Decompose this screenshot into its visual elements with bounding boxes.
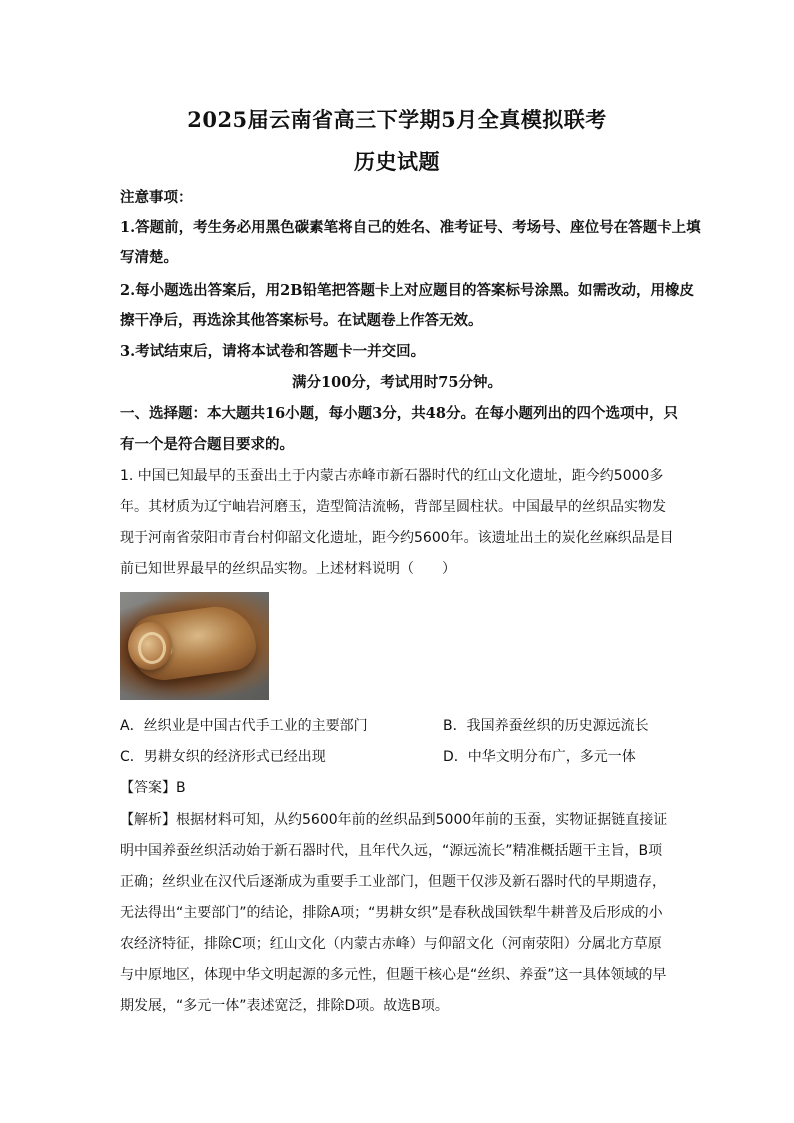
score-time: 满分100分，考试用时75分钟。 [292,374,502,391]
analysis-line-1: 【解析】根据材料可知，从约5600年前的丝织品到5000年前的玉蚕，实物证据链直接证 [120,812,668,828]
option-c[interactable]: C．男耕女织的经济形式已经出现 [120,749,326,765]
notice-item-3: 3.考试结束后，请将本试卷和答题卡一并交回。 [120,343,426,360]
notice-heading: 注意事项： [120,189,193,206]
notice-item-1-line-1: 1.答题前，考生务必用黑色碳素笔将自己的姓名、准考证号、考场号、座位号在答题卡上填 [120,219,701,236]
analysis-line-7: 期发展，“多元一体”表述宽泛，排除D项。故选B项。 [120,998,449,1014]
option-b[interactable]: B．我国养蚕丝织的历史源远流长 [443,718,649,734]
section-heading-line-1: 一、选择题：本大题共16小题，每小题3分，共48分。在每小题列出的四个选项中，只 [120,405,678,422]
question-stem-line-1: 1. 中国已知最早的玉蚕出土于内蒙古赤峰市新石器时代的红山文化遗址，距今约5000多 [120,468,664,484]
analysis-line-6: 与中原地区，体现中华文明起源的多元性，但题干核心是“丝织、养蚕”这一具体领域的早 [120,967,667,983]
exam-title: 2025届云南省高三下学期5月全真模拟联考 [187,107,607,132]
analysis-line-5: 农经济特征，排除C项；红山文化（内蒙古赤峰）与仰韶文化（河南荥阳）分属北方草原 [120,936,662,952]
analysis-line-4: 无法得出“主要部门”的结论，排除A项；“男耕女织”是春秋战国铁犁牛耕普及后形成的小 [120,905,663,921]
question-stem-line-4: 前已知世界最早的丝织品实物。上述材料说明（ ） [120,561,456,577]
analysis-line-3: 正确；丝织业在汉代后逐渐成为重要手工业部门，但题干仅涉及新石器时代的早期遗存， [120,874,666,890]
notice-item-2-line-2: 擦干净后，再选涂其他答案标号。在试题卷上作答无效。 [120,312,483,329]
notice-item-2-line-1: 2.每小题选出答案后，用2B铅笔把答题卡上对应题目的答案标号涂黑。如需改动，用橡皮 [120,282,694,299]
section-heading-line-2: 有一个是符合题目要求的。 [120,436,294,453]
question-stem-line-2: 年。其材质为辽宁岫岩河磨玉，造型简洁流畅，背部呈圆柱状。中国最早的丝织品实物发 [120,499,666,515]
jade-silkworm-carving [138,632,166,664]
subject-title: 历史试题 [354,149,440,174]
option-a[interactable]: A．丝织业是中国古代手工业的主要部门 [120,718,368,734]
analysis-line-2: 明中国养蚕丝织活动始于新石器时代，且年代久远，“源远流长”精准概括题干主旨，B项 [120,843,663,859]
option-d[interactable]: D．中华文明分布广，多元一体 [443,749,636,765]
jade-silkworm-photo [120,592,269,700]
question-stem-line-3: 现于河南省荥阳市青台村仰韶文化遗址，距今约5600年。该遗址出土的炭化丝麻织品是目 [120,530,674,546]
answer-label: 【答案】B [120,780,186,796]
notice-item-1-line-2: 写清楚。 [120,249,178,266]
